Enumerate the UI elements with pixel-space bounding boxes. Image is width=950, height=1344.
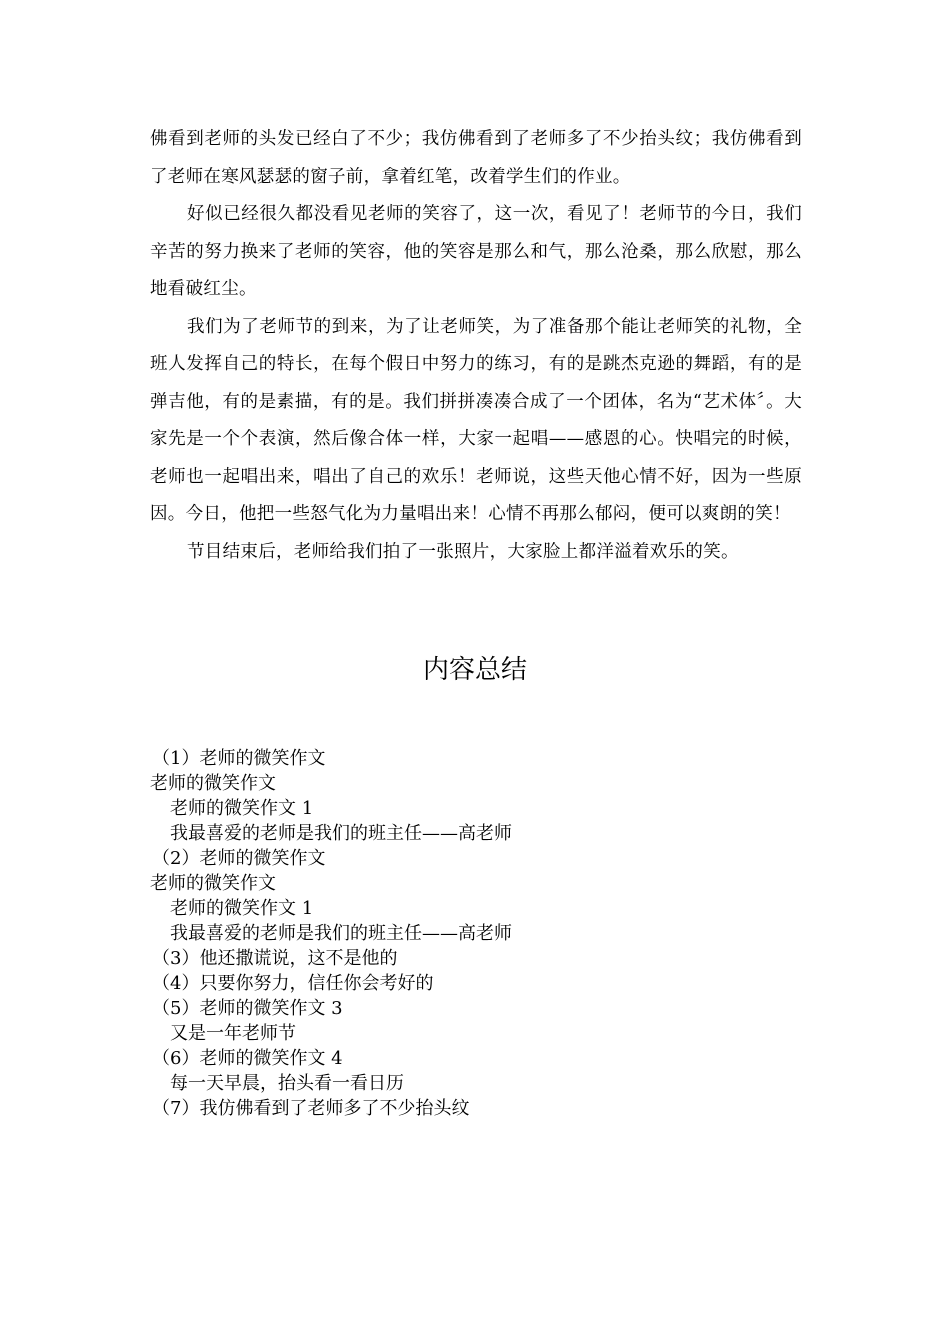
- summary-list: [150, 746, 850, 1121]
- summary-item: 老师的微笑作文 1: [170, 798, 314, 819]
- essay-paragraph: 节目结束后，老师给我们拍了一张照片，大家脸上都洋溢着欢乐的笑。: [187, 541, 739, 562]
- summary-item: （2）老师的微笑作文: [152, 848, 326, 869]
- essay-body: [150, 121, 802, 571]
- summary-item: 我最喜爱的老师是我们的班主任——高老师: [170, 823, 512, 844]
- essay-paragraph: 我们为了老师节的到来，为了让老师笑，为了准备那个能让老师笑的礼物，全班人发挥自己的特长，在每个假日中努力的练习，有的是跳杰克逊的舞蹈，有的是弹吉他，有的是素描，有的是。我们拼拼凑凑合成了一个团体，名为“艺术体〞。大家先是一个个表演，然后像合体一样，大家一起唱——感恩的心。快唱完的时候，老师也一起唱出来，唱出了自己的欢乐！老师说，这些天他心情不好，因为一些原因。今日，他把一些怒气化为力量唱出来！心情不再那么郁闷，便可以爽朗的笑！: [150, 316, 802, 524]
- summary-item: 老师的微笑作文: [150, 773, 276, 794]
- summary-item: 老师的微笑作文 1: [170, 898, 314, 919]
- summary-item: （5）老师的微笑作文 3: [152, 998, 343, 1019]
- essay-paragraph: 好似已经很久都没看见老师的笑容了，这一次，看见了！老师节的今日，我们辛苦的努力换来了老师的笑容，他的笑容是那么和气，那么沧桑，那么欣慰，那么地看破红尘。: [150, 204, 802, 299]
- summary-item: （3）他还撒谎说，这不是他的: [152, 948, 398, 969]
- summary-item: （1）老师的微笑作文: [152, 748, 326, 769]
- essay-paragraph: 佛看到老师的头发已经白了不少；我仿佛看到了老师多了不少抬头纹；我仿佛看到了老师在寒风瑟瑟的窗子前，拿着红笔，改着学生们的作业。: [150, 129, 802, 187]
- summary-item: （7）我仿佛看到了老师多了不少抬头纹: [152, 1098, 470, 1119]
- summary-item: （4）只要你努力，信任你会考好的: [152, 973, 434, 994]
- summary-item: 老师的微笑作文: [150, 873, 276, 894]
- summary-heading: 内容总结: [422, 655, 527, 685]
- summary-item: 每一天早晨，抬头看一看日历: [170, 1073, 404, 1094]
- summary-item: 我最喜爱的老师是我们的班主任——高老师: [170, 923, 512, 944]
- summary-item: （6）老师的微笑作文 4: [152, 1048, 343, 1069]
- summary-item: 又是一年老师节: [170, 1023, 296, 1044]
